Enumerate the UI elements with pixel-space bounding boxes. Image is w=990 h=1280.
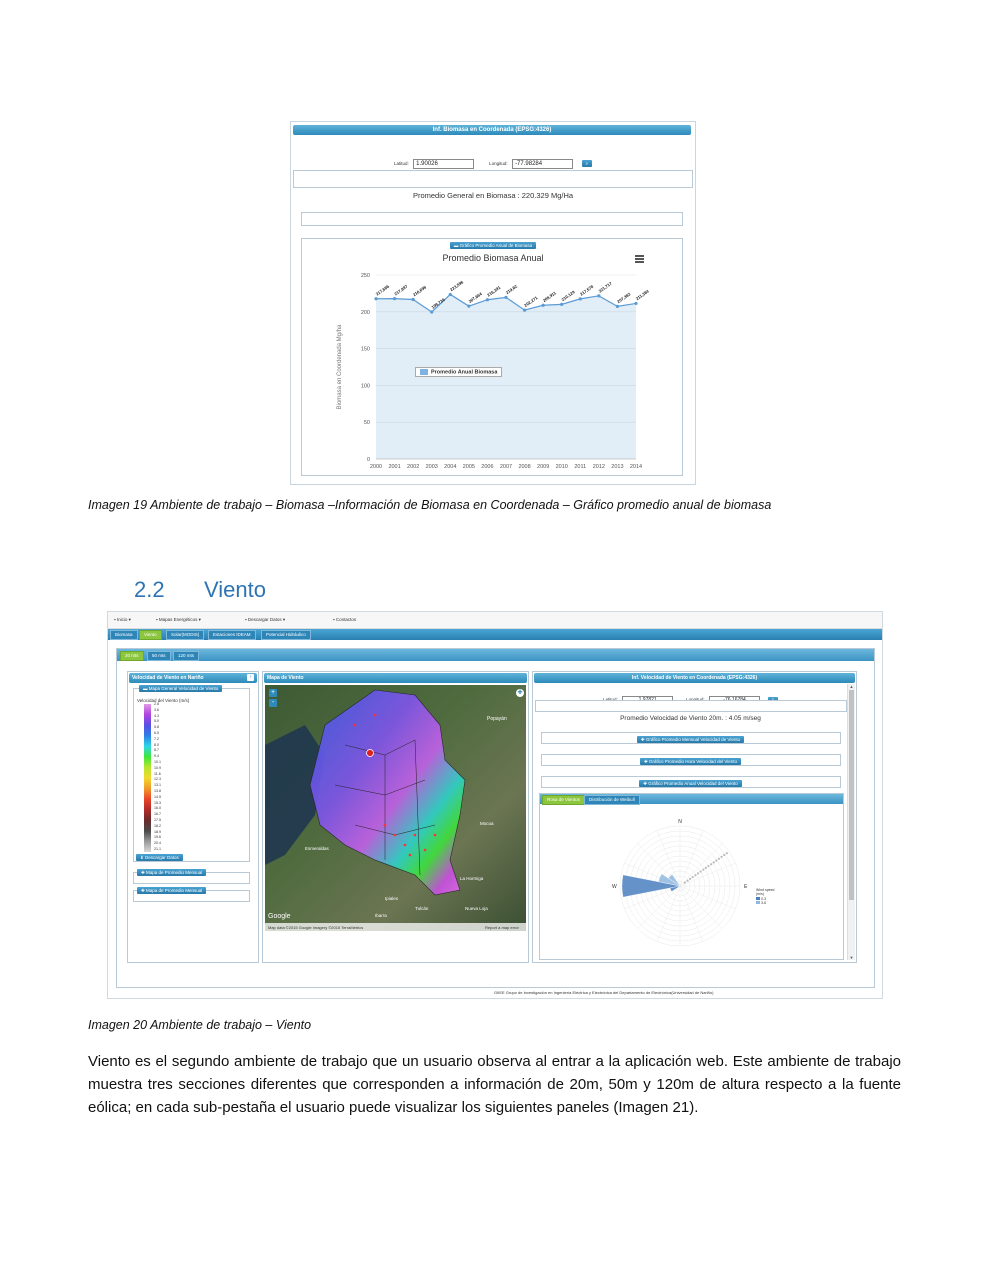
zoom-in-button[interactable]: + [270, 689, 276, 696]
data-label: 221,717 [597, 280, 613, 294]
download-icon: ▪ [245, 617, 248, 622]
y-tick-label: 50 [363, 420, 370, 427]
legend-value: 14.5 [154, 794, 161, 799]
x-tick-label: 2011 [574, 464, 587, 470]
x-tick-label: 2006 [481, 464, 494, 470]
plus-icon: ✚ [141, 870, 147, 875]
nav-mapas[interactable]: ▪ Mapas Energéticos ▾ [156, 617, 201, 622]
descargar-datos-button[interactable]: ⬇ Descargar Datos [136, 854, 183, 861]
data-point[interactable] [634, 302, 637, 305]
right-panel-title: Inf. Velocidad de Viento en Coordenada (EPSG:4326) [534, 673, 855, 683]
btn-mensual-wrap [533, 728, 848, 746]
data-point[interactable] [467, 305, 470, 308]
right-panel [532, 671, 857, 963]
lon-input[interactable]: -77.98284 [512, 159, 573, 169]
legend-title: Velocidad del Viento (m/s) [137, 698, 190, 703]
empty-row [293, 170, 693, 188]
data-point[interactable] [412, 298, 415, 301]
data-label: 207,664 [467, 291, 483, 304]
grafico-hora-button[interactable]: ✚ Gráfico Promedio Hora Velocidad del Viento [640, 758, 741, 765]
legend-value: 13.8 [154, 788, 161, 793]
data-point[interactable] [430, 310, 433, 313]
top-nav [108, 612, 882, 629]
nav-descargar[interactable]: ▪ Descargar Datos ▾ [245, 617, 286, 622]
data-label: 211,384 [634, 288, 650, 302]
x-tick-label: 2007 [499, 464, 513, 470]
tab-potencial[interactable]: Potencial Hidráulico [261, 630, 311, 640]
mapa-mensual-button[interactable]: ✚ Mapa de Promedio Mensual [137, 869, 206, 876]
plus-icon: ✚ [141, 888, 147, 893]
rose-spoke [680, 886, 722, 928]
compass-e: E [744, 884, 748, 890]
download-icon: ⬇ [140, 855, 146, 860]
biomasa-coord-row [291, 152, 695, 170]
nav-inicio[interactable]: ▪ Inicio ▾ [114, 617, 131, 622]
rose-dot [686, 880, 688, 882]
contact-icon: ▪ [333, 617, 336, 622]
legend-value: 9.4 [154, 754, 159, 759]
body-paragraph: Viento es el segundo ambiente de trabajo que un usuario observa al entrar a la aplicación web. Este ambiente de trabajo muestra tres secciones diferentes que corresponden a información de 20m, 50m y 120m de altura respecto a la fuente eólica; en cada sub-pestaña el usuario puede visualizar los siguientes paneles (Imagen 21). [88, 1053, 901, 1116]
legend-value: 8.7 [154, 748, 159, 753]
grafico-anual-vel-button[interactable]: ✚ Gráfico Promedio Anual Velocidad del Viento [639, 780, 742, 787]
section-number: 2.2 [134, 577, 165, 602]
data-point[interactable] [486, 298, 489, 301]
caption-imagen-20: Imagen 20 Ambiente de trabajo – Viento [88, 1018, 312, 1032]
footer: GIIEE Grupo de Investigación en Ingeniería Eléctrica y Electrónica del Departamento de Electrónica(Universidad de Nariño) [494, 990, 714, 995]
search-button[interactable] [582, 160, 593, 167]
rose-legend-swatch [756, 897, 760, 900]
legend-values [154, 702, 184, 853]
rose-legend [756, 897, 766, 905]
subtab-50[interactable]: 50 mts [147, 651, 171, 661]
rose-tabs [540, 794, 843, 804]
rose-dot [713, 861, 715, 863]
rose-dot [697, 872, 699, 874]
x-tick-label: 2002 [407, 464, 420, 470]
data-point[interactable] [449, 293, 452, 296]
color-scale [144, 704, 151, 852]
map-place-label: Mocoa [480, 821, 494, 826]
map-place-label: Nueva Loja [465, 906, 488, 911]
y-axis-label: Biomasa en Coordenada Mg/ha [337, 324, 343, 410]
rose-legend-item: 0-3 [756, 897, 766, 901]
map-marker[interactable] [367, 750, 374, 757]
x-tick-label: 2000 [369, 464, 383, 470]
data-label: 217,686 [374, 283, 390, 297]
rose-dot [705, 867, 707, 869]
home-icon: ▪ [114, 617, 117, 622]
rose-container [539, 793, 844, 960]
main-tabs [108, 629, 882, 640]
minus-icon: ▬ [143, 686, 149, 691]
legend-value: 18.9 [154, 829, 161, 834]
legend-value: 11.6 [154, 771, 161, 776]
mapa-anual-button[interactable]: ✚ Mapa de Promedio Mensual [137, 887, 206, 894]
x-tick-label: 2012 [592, 464, 605, 470]
x-tick-label: 2010 [555, 464, 568, 470]
lat-label: Latitud: [393, 161, 409, 166]
map-place-label: Ibarra [375, 913, 387, 918]
promedio-general: Promedio General en Biomasa : 220.329 Mg/Ha [412, 191, 574, 200]
legend-value: 10.1 [154, 759, 161, 764]
biomasa-screenshot [290, 121, 696, 485]
map-place-label: Esmeraldas [305, 846, 329, 851]
lat-input[interactable]: 1.90026 [413, 159, 474, 169]
x-tick-label: 2005 [462, 464, 475, 470]
x-tick-label: 2001 [388, 464, 401, 470]
search-icon: ⌕ [585, 161, 589, 166]
tab-weibull[interactable]: Distribución de Weibull [584, 795, 640, 805]
wind-rose [600, 818, 780, 958]
map-report-link[interactable]: Report a map error [485, 925, 519, 930]
legend-value: 16.0 [154, 806, 161, 811]
y-tick-label: 200 [360, 309, 370, 316]
rose-dot [718, 858, 720, 860]
scrollbar-thumb[interactable] [849, 690, 854, 900]
btn-anual-wrap [291, 234, 695, 252]
btn-anual-wrap [533, 772, 848, 790]
rose-spoke [680, 886, 735, 909]
rose-spoke [680, 886, 703, 941]
promedio-viento: Promedio Velocidad de Viento 20m. : 4.05 m/seg [620, 715, 761, 722]
data-label: 216,696 [411, 284, 428, 298]
y-tick-label: 100 [360, 383, 370, 390]
data-label: 210,129 [560, 289, 576, 303]
rose-spoke [680, 844, 722, 886]
rose-dot [700, 870, 702, 872]
rose-dot [689, 878, 691, 880]
rose-dot [723, 854, 725, 856]
zoom-out-button[interactable]: - [269, 699, 277, 707]
layer-switcher-icon[interactable]: ✚ [517, 690, 523, 696]
data-point[interactable] [597, 294, 600, 297]
x-tick-label: 2013 [611, 464, 624, 470]
plus-icon: ✚ [643, 781, 649, 786]
legend-swatch [420, 369, 428, 375]
map-icon: ▪ [156, 617, 159, 622]
legend-value: 21.1 [154, 846, 161, 851]
legend-value: 15.3 [154, 800, 161, 805]
legend-value: 10.9 [154, 765, 161, 770]
data-point[interactable] [579, 297, 582, 300]
scrollbar-down-arrow[interactable]: ▼ [849, 955, 854, 960]
subtab-20[interactable]: 20 mts [120, 651, 144, 661]
x-tick-label: 2003 [425, 464, 438, 470]
rose-dot [684, 881, 686, 883]
map-place-label: La Hormiga [460, 876, 484, 881]
rose-spoke [680, 831, 703, 886]
tab-rosa-vientos[interactable]: Rosa de Vientos [542, 795, 585, 805]
data-label: 208,911 [541, 290, 557, 304]
legend-value: 7.2 [154, 736, 159, 741]
tab-solar[interactable]: Solar(MODIS) [166, 630, 204, 640]
empty-row [535, 700, 847, 712]
wind-map[interactable] [265, 685, 526, 931]
minus-icon: ▬ [453, 243, 460, 248]
legend-value: 2.8 [154, 702, 159, 706]
legend[interactable] [415, 367, 502, 377]
map-panel [262, 671, 529, 963]
y-tick-label: 250 [360, 273, 370, 279]
legend-value: 4.3 [154, 713, 159, 718]
data-label: 217,897 [393, 283, 409, 297]
grafico-anual-label: Gráfico Promedio Anual de Biomasa [459, 243, 533, 248]
legend-value: 18.2 [154, 823, 161, 828]
nav-contactos[interactable]: ▪ Contactos [333, 617, 357, 622]
legend-value: 16.7 [154, 812, 161, 817]
grafico-anual-button[interactable] [450, 242, 536, 249]
compass-w: W [612, 884, 617, 890]
rose-dot [707, 865, 709, 867]
map-attribution: Map data ©2015 Google Imagery ©2015 TerraMetrics [268, 925, 364, 930]
legend-value: 19.6 [154, 835, 161, 840]
compass-n: N [678, 819, 682, 825]
x-tick-label: 2009 [537, 464, 550, 470]
legend-value: 6.5 [154, 730, 159, 735]
legend-value: 20.4 [154, 841, 161, 846]
subtab-120[interactable]: 120 mts [173, 651, 199, 661]
legend-value: 5.0 [154, 719, 159, 724]
data-point[interactable] [542, 304, 545, 307]
map-place-label: Ipiales [385, 896, 399, 901]
left-panel-title: Velocidad de Viento en Nariño [129, 673, 257, 683]
rose-dot [726, 852, 728, 854]
legend-value: 5.8 [154, 725, 159, 730]
x-tick-label: 2014 [629, 464, 643, 470]
rose-legend-swatch [756, 901, 760, 904]
collapse-icon[interactable]: ‹ [247, 674, 254, 681]
rose-legend-item: 3-6 [756, 901, 766, 905]
sub-tabs [117, 649, 874, 661]
data-label: 223,596 [448, 279, 465, 293]
data-label: 202,271 [523, 295, 539, 308]
rose-spoke [657, 886, 680, 941]
y-tick-label: 150 [360, 346, 370, 353]
scrollbar-up-arrow[interactable]: ▲ [849, 684, 854, 689]
chart-title: Promedio Biomasa Anual [442, 253, 544, 263]
left-panel [127, 671, 259, 963]
data-label: 217,578 [578, 283, 595, 297]
x-tick-label: 2004 [444, 464, 457, 470]
viento-screenshot [107, 611, 883, 999]
biomasa-panel-title: Inf. Biomasa en Coordenada (EPSG:4326) [293, 125, 691, 135]
content-frame [116, 648, 875, 988]
mensual-container [301, 212, 683, 226]
data-label: 199,736 [430, 297, 446, 310]
data-label: 219,62 [504, 283, 519, 296]
rose-legend-title: Wind speed (m/s) [756, 888, 775, 896]
map-panel-title: Mapa de Viento [264, 673, 527, 683]
data-point[interactable] [504, 296, 507, 299]
rose-dot [721, 856, 723, 858]
x-tick-label: 2008 [518, 464, 531, 470]
legend-value: 17.5 [154, 817, 161, 822]
data-point[interactable] [616, 305, 619, 308]
caption-imagen-19: Imagen 19 Ambiente de trabajo – Biomasa –Información de Biomasa en Coordenada – Gráfico promedio anual de biomasa [88, 498, 772, 512]
legend-label: Promedio Anual Biomasa [431, 369, 498, 376]
plus-icon: ✚ [644, 759, 650, 764]
y-tick-label: 0 [366, 457, 370, 463]
legend-value: 12.3 [154, 777, 161, 782]
rose-dot [692, 876, 694, 878]
data-point[interactable] [560, 303, 563, 306]
rose-dot [702, 869, 704, 871]
data-label: 216,391 [486, 284, 502, 298]
legend-value: 8.0 [154, 742, 159, 747]
rose-dot [694, 874, 696, 876]
lon-label: Longitud: [489, 161, 508, 166]
rose-dot [715, 859, 717, 861]
data-label: 207,382 [616, 291, 632, 305]
tab-biomasa[interactable]: Biomasa [110, 630, 138, 640]
google-logo: Google [268, 913, 291, 920]
map-city-label: Popayán [487, 716, 507, 722]
rose-dot [710, 863, 712, 865]
legend-value: 13.1 [154, 783, 161, 788]
data-point[interactable] [374, 297, 377, 300]
tab-estaciones[interactable]: Estaciones IDEAM [208, 630, 256, 640]
btn-hora-wrap [533, 750, 848, 768]
section-title: Viento [204, 577, 266, 602]
mapa-general-button[interactable]: ▬ Mapa General Velocidad de Viento [139, 685, 222, 692]
tab-viento[interactable]: Viento [139, 630, 162, 640]
data-point[interactable] [523, 309, 526, 312]
grafico-mensual-vel-button[interactable]: ✚ Gráfico Promedio Mensual Velocidad de Viento [637, 736, 744, 743]
map-place-label: Tulcán [415, 906, 429, 911]
scrollbar[interactable] [847, 684, 855, 960]
data-point[interactable] [393, 297, 396, 300]
hamburger-menu-icon[interactable] [635, 255, 644, 263]
plus-icon: ✚ [640, 737, 646, 742]
legend-value: 3.6 [154, 707, 159, 712]
